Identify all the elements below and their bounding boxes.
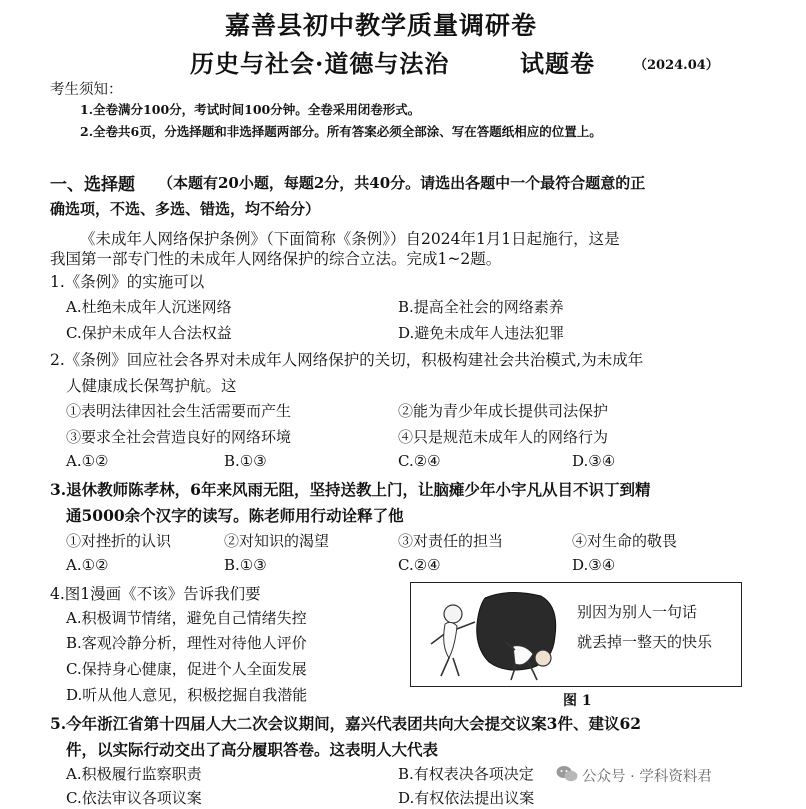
q4-stem: 4.图1漫画《不该》告诉我们要 [50,585,261,603]
paper-type: 试题卷 [520,49,595,78]
notice-heading: 考生须知： [50,82,123,98]
q3-option-a: A.①② [66,556,109,574]
q4-option-d: D.听从他人意见，积极挖掘自我潜能 [66,686,308,704]
q2-stem-line1: 2.《条例》回应社会各界对未成年人网络保护的关切，积极构建社会共治模式,为未成年 [50,351,644,369]
q2-statement-4: ④只是规范未成年人的网络行为 [398,428,609,446]
paper-subtitle: 历史与社会·道德与法治 [190,49,450,78]
q2-option-c: C.②④ [398,452,441,470]
notice-item-2: 2.全卷共6页，分选择题和非选择题两部分。所有答案必须全部涂、写在答题纸相应的位置上。 [80,124,602,139]
section-note-line1: （本题有20小题，每题2分，共40分。请选出各题中一个最符合题意的正 [158,174,646,192]
q5-option-a: A.积极履行监察职责 [66,765,202,783]
q2-statement-3: ③要求全社会营造良好的网络环境 [66,428,292,446]
q1-option-a: A.杜绝未成年人沉迷网络 [66,298,232,316]
q3-statement-4: ④对生命的敬畏 [572,532,678,550]
figure-text-line2: 就丢掉一整天的快乐 [577,633,713,651]
q5-stem-line2: 件，以实际行动交出了高分履职答卷。这表明人大代表 [66,740,439,759]
intro-line2: 我国第一部专门性的未成年人网络保护的综合立法。完成1~2题。 [50,250,502,268]
q2-stem-line2: 人健康成长保驾护航。这 [66,377,237,395]
q5-stem-line1: 5.今年浙江省第十四届人大二次会议期间，嘉兴代表团共向大会提交议案3件、建议62 [50,714,642,733]
q2-option-a: A.①② [66,452,109,470]
q2-statement-1: ①表明法律因社会生活需要而产生 [66,402,292,420]
notice-item-1: 1.全卷满分100分，考试时间100分钟。全卷采用闭卷形式。 [80,102,421,117]
q1-option-d: D.避免未成年人违法犯罪 [398,324,565,342]
section-heading: 一、选择题 [50,175,135,195]
q3-statement-3: ③对责任的担当 [398,532,504,550]
figure-text-line1: 别因为别人一句话 [577,603,698,621]
q2-option-d: D.③④ [572,452,616,470]
q3-option-d: D.③④ [572,556,616,574]
q3-stem-line1: 3.退休教师陈孝林，6年来风雨无阻，坚持送教上门，让脑瘫少年小宇凡从目不识丁到精 [50,480,651,499]
cartoon-illustration [413,584,573,684]
q2-option-b: B.①③ [224,452,267,470]
section-note-line2: 确选项，不选、多选、错选，均不给分） [50,200,321,218]
q4-option-a: A.积极调节情绪，避免自己情绪失控 [66,609,307,627]
q3-option-c: C.②④ [398,556,441,574]
q5-option-c: C.依法审议各项议案 [66,789,202,807]
q2-statement-2: ②能为青少年成长提供司法保护 [398,402,609,420]
q1-option-b: B.提高全社会的网络素养 [398,298,564,316]
q3-statement-2: ②对知识的渴望 [224,532,330,550]
q3-stem-line2: 通5000余个汉字的读写。陈老师用行动诠释了他 [66,506,404,525]
wechat-icon [556,765,578,787]
intro-line1: 《未成年人网络保护条例》（下面简称《条例》）自2024年1月1日起施行，这是 [80,230,620,248]
q4-option-b: B.客观冷静分析，理性对待他人评价 [66,634,307,652]
watermark-text: 公众号 · 学科资料君 [582,769,712,785]
q3-option-b: B.①③ [224,556,267,574]
q5-option-d: D.有权依法提出议案 [398,789,535,807]
q3-statement-1: ①对挫折的认识 [66,532,172,550]
q4-option-c: C.保持身心健康，促进个人全面发展 [66,660,307,678]
paper-title: 嘉善县初中教学质量调研卷 [225,11,538,40]
figure-caption: 图 1 [563,693,592,709]
paper-date: （2024.04） [634,58,719,73]
q1-stem: 1.《条例》的实施可以 [50,273,205,291]
q1-option-c: C.保护未成年人合法权益 [66,324,232,342]
figure-1-cartoon [410,582,742,687]
q5-option-b: B.有权表决各项决定 [398,765,534,783]
